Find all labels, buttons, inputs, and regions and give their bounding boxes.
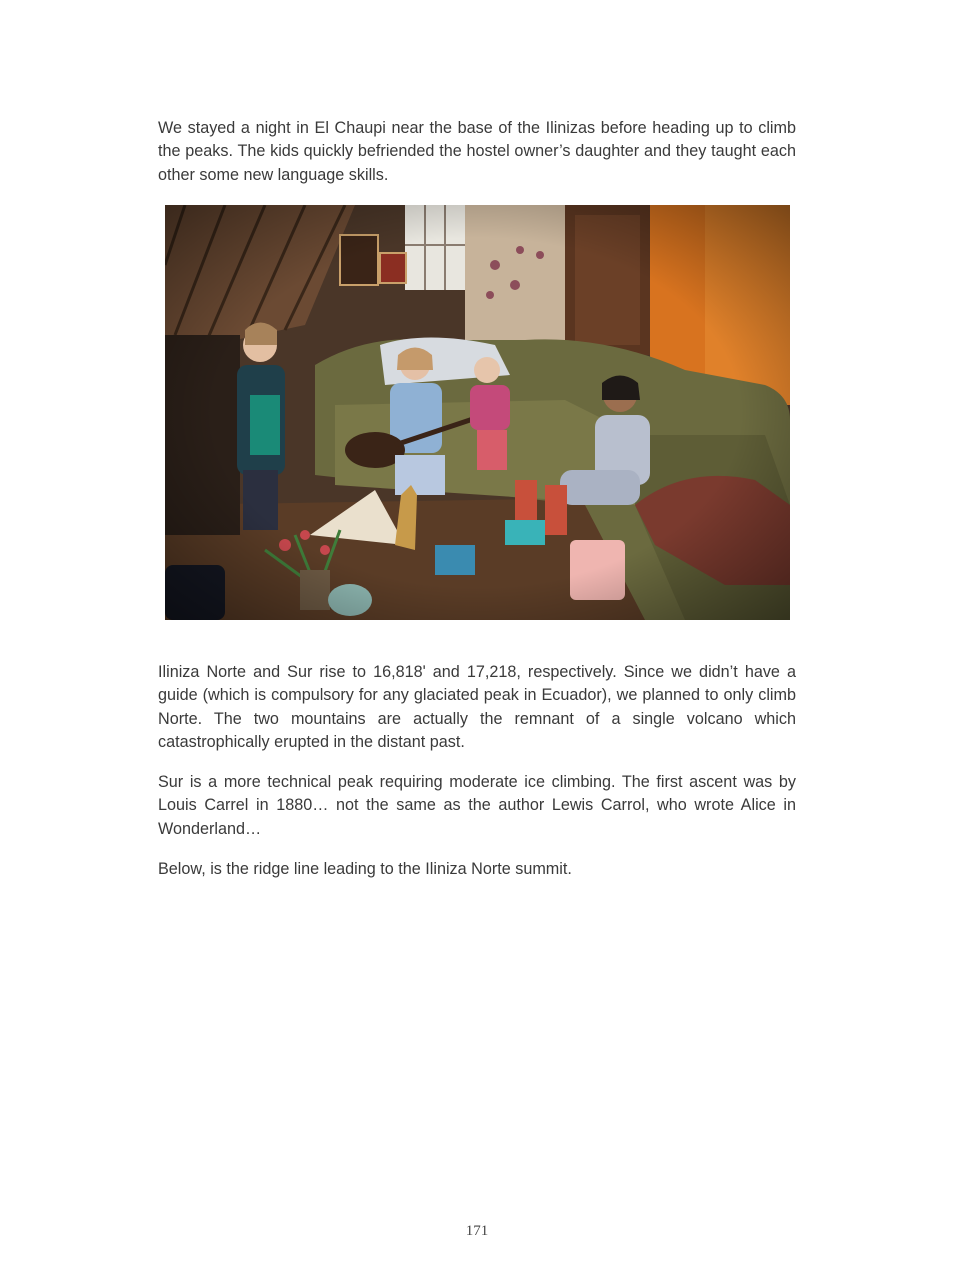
paragraph-sur-ascent: Sur is a more technical peak requiring moderate ice climbing. The first ascent was by Louis Carrel in 1880… not the same as the author Lewis Carrol, who wrote Alice in Wonderland…	[158, 773, 796, 838]
paragraph-ridge-line: Below, is the ridge line leading to the Iliniza Norte summit.	[158, 860, 572, 878]
paragraph-iliniza-heights: Iliniza Norte and Sur rise to 16,818ʹ and 17,218, respectively. Since we didn’t have a guide (which is compulsory for any glaciated peak in Ecuador), we planned to only climb Norte. The two mountains are actually the remnant of a single volcano which catastrophically erupted in the distant past.	[158, 663, 796, 751]
page-number: 171	[465, 1223, 489, 1239]
hostel-photo	[165, 205, 790, 620]
paragraph-intro: We stayed a night in El Chaupi near the base of the Ilinizas before heading up to climb the peaks. The kids quickly befriended the hostel owner’s daughter and they taught each other some new language skills.	[158, 119, 796, 184]
